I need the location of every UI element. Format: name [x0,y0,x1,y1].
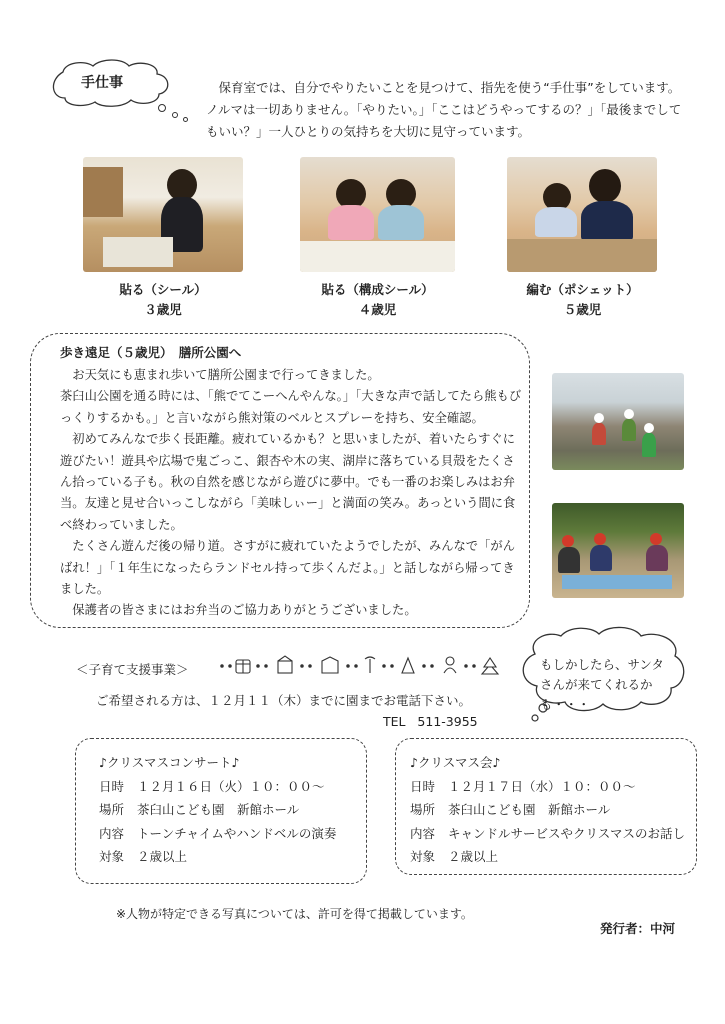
event-name: ♪クリスマスコンサート♪ [99,755,240,770]
excursion-paragraph: 保護者の皆さまにはお弁当のご協力ありがとうございました。 [72,603,417,618]
christmas-decoration-icons [218,655,503,677]
event-row [99,798,336,822]
child-body [328,205,374,240]
event-row [99,845,336,869]
child-body [642,433,656,457]
row-label: 対象 [99,849,125,864]
publisher: 発行者：中河 [600,921,676,936]
row-label: 内容 [99,825,125,841]
row-label: 内容 [410,825,436,841]
photo-knit-5yo [507,157,657,272]
child-head [589,169,621,203]
event-row [410,822,685,846]
caption-activity: 貼る（シール） [119,282,207,297]
heading-cloud [45,58,175,110]
child-body [378,205,424,240]
cloud-dot [183,117,188,122]
phone-number [383,714,478,729]
photo-caption [500,280,665,320]
excursion-title: 歩き遠足（５歳児） 膳所公園へ [60,345,242,360]
child-body [646,545,668,571]
row-value: １２月１６日（火）１０：００～ [137,778,325,794]
support-description: ご希望される方は、１２月１１（木）までに園までお電話下さい。 [96,693,472,708]
row-value: トーンチャイムやハンドベルの演奏 [137,825,337,841]
caption-activity: 編む（ポシェット） [526,282,639,297]
child-hat [562,535,574,547]
event-christmas-party-box [395,738,697,875]
row-label: 日時 [410,778,436,794]
child-hat [644,423,654,433]
row-value: 茶臼山こども園 新館ホール [137,802,300,817]
row-value: キャンドルサービスやクリスマスのお話し [448,825,686,841]
photo-caption [83,280,243,320]
child-body [592,423,606,445]
child-body [622,419,636,441]
event-details [410,751,685,869]
row-value: １２月１７日（水）１０：００～ [448,778,636,794]
child-body [581,201,633,241]
event-concert-box [75,738,367,884]
event-row [410,775,685,799]
heading-title: 手仕事 [81,75,123,91]
support-title: ＜子育て支援事業＞ [76,662,189,677]
row-value: ２歳以上 [137,849,188,864]
row-label: 場所 [99,802,125,817]
table [300,241,455,272]
cloud-dot [158,104,166,112]
intro-text: 保育室では、自分でやりたいことを見つけて、指先を使う“手仕事”をしています。ノルマは一切ありません。「やりたい。」「ここはどうやってするの？」「最後までしてもいい？」一人ひとりの気持ちを大切に見守っています。 [206,80,682,139]
row-label: 対象 [410,849,436,864]
photo-lakeshore [552,373,684,470]
caption-activity: 貼る（構成シール） [321,282,434,297]
thought-text: もしかしたら、サンタさんが来てくれるかも・・・ [540,657,664,712]
child-body [558,547,580,573]
child-hat [594,533,606,545]
table [507,239,657,272]
row-label: 場所 [410,802,436,817]
event-name: ♪クリスマス会♪ [410,755,501,770]
row-value: 茶臼山こども園 新館ホール [448,802,611,817]
child-hat [594,413,604,423]
excursion-paragraph: 初めてみんなで歩く長距離。疲れているかも？と思いましたが、着いたらすぐに遊びたい！遊具や広場で鬼ごっこ、銀杏や木の実、湖岸に落ちている貝殻をたくさん拾っている子も。秋の自然を感じながら遊びに夢中。でも一番のお楽しみはお弁当。友達と見せ合いっこしながら「美味しぃー」と満面の笑み。あっという間に食べ終わっていました。 [60,432,516,532]
event-details [99,751,336,869]
photo-sticker-3yo [83,157,243,272]
event-row [99,822,336,846]
excursion-paragraph: お天気にも恵まれ歩いて膳所公園まで行ってきました。 [72,368,380,382]
child-hat [650,533,662,545]
event-row [99,775,336,799]
shelf [83,167,123,217]
tel-label: TEL [383,714,406,729]
child-body [535,207,577,237]
picnic-sheet [562,575,672,589]
photo-park-lunch [552,503,684,598]
caption-age: ３歳児 [144,302,182,317]
excursion-paragraph: たくさん遊んだ後の帰り道。さすがに疲れていたようでしたが、みんなで「がんばれ！」「１年生になったらランドセル持って歩くんだよ。」と話しながら帰ってきました。 [60,539,515,597]
child-hat [624,409,634,419]
tel-value: 511-3955 [417,714,478,729]
cloud-dot [172,112,178,118]
photo-permission-note: ※人物が特定できる写真については、許可を得て掲載しています。 [116,907,473,921]
photo-caption [290,280,465,320]
event-row [410,845,685,869]
photo-sticker-4yo [300,157,455,272]
row-value: ２歳以上 [448,849,499,864]
child-body [590,545,612,571]
event-row [410,798,685,822]
table [103,237,173,267]
caption-age: ４歳児 [358,302,397,317]
excursion-body [60,365,522,622]
excursion-paragraph: 茶臼山公園を通る時には、「熊でてこーへんやんな。」「大きな声で話してたら熊もびっくりするかも。」と言いながら熊対策のベルとスプレーを持ち、安全確認。 [60,389,522,425]
row-label: 日時 [99,778,125,794]
caption-age: ５歳児 [563,302,602,317]
